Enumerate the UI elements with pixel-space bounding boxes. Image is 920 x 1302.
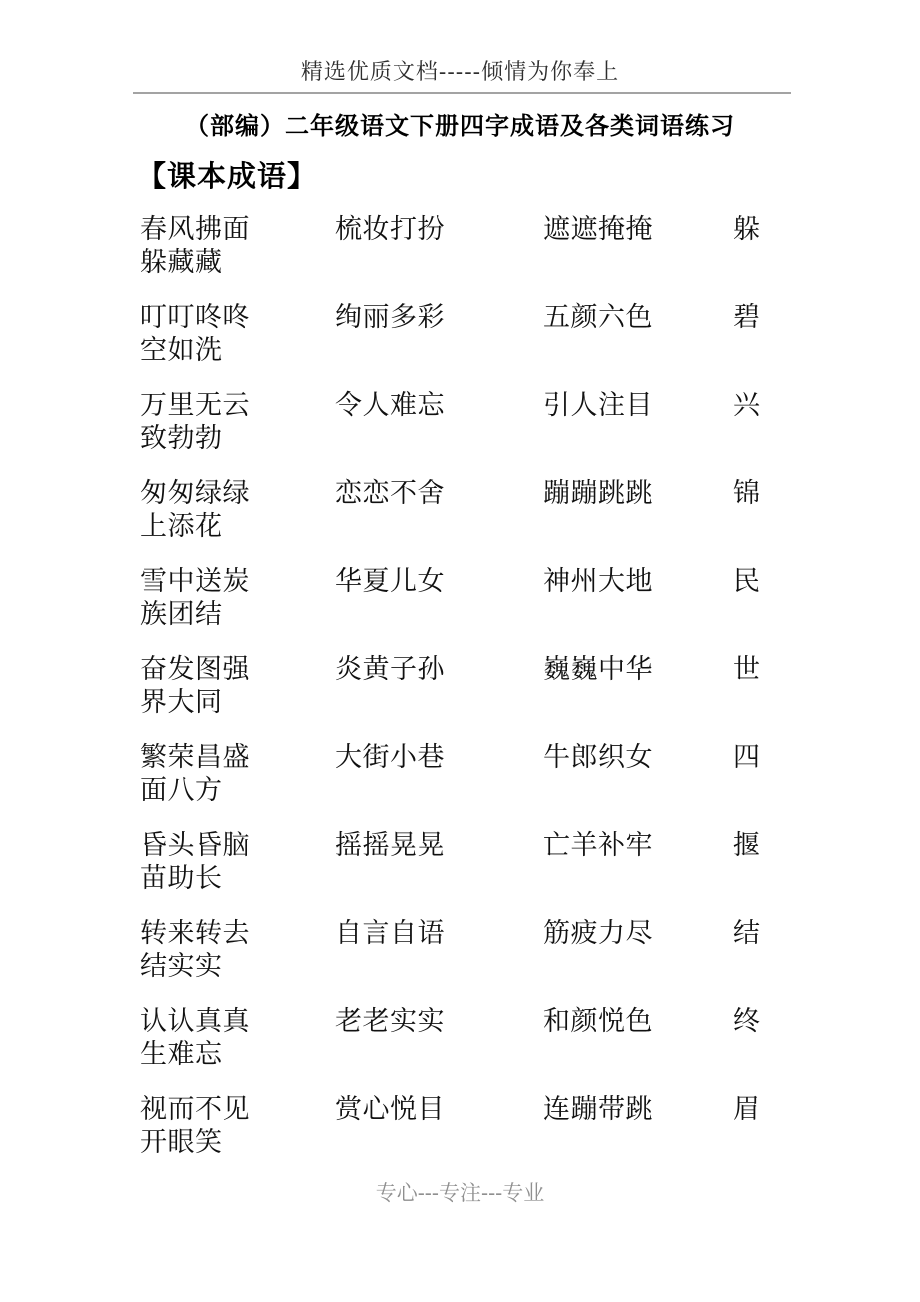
idiom-cell-4-wrapped: 生难忘 — [140, 1039, 223, 1070]
idiom-cell-3: 引人注目 — [543, 390, 653, 421]
idiom-cell-2: 摇摇晃晃 — [335, 830, 445, 861]
idiom-cell-1: 繁荣昌盛 — [140, 742, 250, 773]
idiom-cell-3: 筋疲力尽 — [543, 918, 653, 949]
idiom-cell-4-first-char: 终 — [733, 1006, 761, 1037]
idiom-cell-4-wrapped: 开眼笑 — [140, 1127, 223, 1158]
idiom-cell-4-wrapped: 上添花 — [140, 511, 223, 542]
idiom-cell-3: 亡羊补牢 — [543, 830, 653, 861]
idiom-row-line1 — [0, 741, 920, 774]
idiom-cell-4-first-char: 眉 — [733, 1094, 761, 1125]
idiom-row — [0, 477, 920, 543]
idiom-cell-3: 和颜悦色 — [543, 1006, 653, 1037]
idiom-cell-1: 昏头昏脑 — [140, 830, 250, 861]
idiom-cell-4-wrapped: 躲藏藏 — [140, 247, 223, 278]
idiom-row-line1 — [0, 917, 920, 950]
idiom-row — [0, 1005, 920, 1071]
header-divider — [133, 92, 791, 94]
idiom-cell-4-first-char: 揠 — [733, 830, 761, 861]
idiom-cell-4-first-char: 四 — [733, 742, 761, 773]
idiom-cell-1: 春风拂面 — [140, 214, 250, 245]
idiom-cell-2: 恋恋不舍 — [335, 478, 445, 509]
idiom-cell-3: 遮遮掩掩 — [543, 214, 653, 245]
idiom-cell-1: 匆匆绿绿 — [140, 478, 250, 509]
idiom-cell-2: 令人难忘 — [335, 390, 445, 421]
idiom-cell-2: 老老实实 — [335, 1006, 445, 1037]
idiom-row — [0, 389, 920, 455]
idiom-row-line1 — [0, 565, 920, 598]
idiom-cell-4-first-char: 躲 — [733, 214, 761, 245]
idiom-cell-2: 梳妆打扮 — [335, 214, 445, 245]
idiom-cell-2: 炎黄子孙 — [335, 654, 445, 685]
idiom-row-line1 — [0, 389, 920, 422]
idiom-cell-1: 认认真真 — [140, 1006, 250, 1037]
idiom-row-line1 — [0, 829, 920, 862]
idiom-cell-4-first-char: 锦 — [733, 478, 761, 509]
idiom-cell-4-wrapped: 界大同 — [140, 687, 223, 718]
idiom-cell-1: 视而不见 — [140, 1094, 250, 1125]
idiom-cell-2: 绚丽多彩 — [335, 302, 445, 333]
idiom-row-line1 — [0, 653, 920, 686]
idiom-cell-4-first-char: 兴 — [733, 390, 761, 421]
idiom-row — [0, 829, 920, 895]
idiom-row — [0, 213, 920, 279]
idiom-cell-2: 赏心悦目 — [335, 1094, 445, 1125]
idiom-cell-4-wrapped: 致勃勃 — [140, 423, 223, 454]
idiom-cell-1: 奋发图强 — [140, 654, 250, 685]
page-footer: 专心---专注---专业 — [375, 1181, 545, 1205]
idiom-row — [0, 1093, 920, 1159]
idiom-cell-4-wrapped: 面八方 — [140, 775, 223, 806]
idiom-cell-4-wrapped: 苗助长 — [140, 863, 223, 894]
idiom-row — [0, 917, 920, 983]
idiom-cell-3: 蹦蹦跳跳 — [543, 478, 653, 509]
idiom-cell-3: 神州大地 — [543, 566, 653, 597]
idiom-cell-3: 五颜六色 — [543, 302, 653, 333]
page-header-text: 精选优质文档-----倾情为你奉上 — [300, 60, 620, 85]
idiom-row — [0, 301, 920, 367]
idiom-cell-3: 牛郎织女 — [543, 742, 653, 773]
idiom-row-line1 — [0, 301, 920, 334]
section-heading: 【课本成语】 — [137, 159, 318, 193]
idiom-row-line1 — [0, 1005, 920, 1038]
idiom-cell-1: 雪中送炭 — [140, 566, 250, 597]
idiom-cell-4-first-char: 结 — [733, 918, 761, 949]
idiom-cell-3: 连蹦带跳 — [543, 1094, 653, 1125]
idiom-row-line1 — [0, 1093, 920, 1126]
idiom-cell-4-first-char: 民 — [733, 566, 761, 597]
idiom-cell-4-wrapped: 空如洗 — [140, 335, 223, 366]
idiom-row — [0, 653, 920, 719]
idiom-cell-1: 叮叮咚咚 — [140, 302, 250, 333]
idiom-cell-4-first-char: 碧 — [733, 302, 761, 333]
idiom-cell-3: 巍巍中华 — [543, 654, 653, 685]
idiom-cell-2: 大街小巷 — [335, 742, 445, 773]
idiom-cell-4-wrapped: 结实实 — [140, 951, 223, 982]
idiom-row-line1 — [0, 213, 920, 246]
idiom-cell-2: 华夏儿女 — [335, 566, 445, 597]
idiom-list — [0, 213, 920, 1181]
idiom-row — [0, 741, 920, 807]
idiom-cell-4-wrapped: 族团结 — [140, 599, 223, 630]
idiom-row-line1 — [0, 477, 920, 510]
idiom-cell-1: 万里无云 — [140, 390, 250, 421]
idiom-cell-2: 自言自语 — [335, 918, 445, 949]
idiom-cell-1: 转来转去 — [140, 918, 250, 949]
document-title: （部编）二年级语文下册四字成语及各类词语练习 — [185, 112, 735, 140]
idiom-cell-4-first-char: 世 — [733, 654, 761, 685]
idiom-row — [0, 565, 920, 631]
